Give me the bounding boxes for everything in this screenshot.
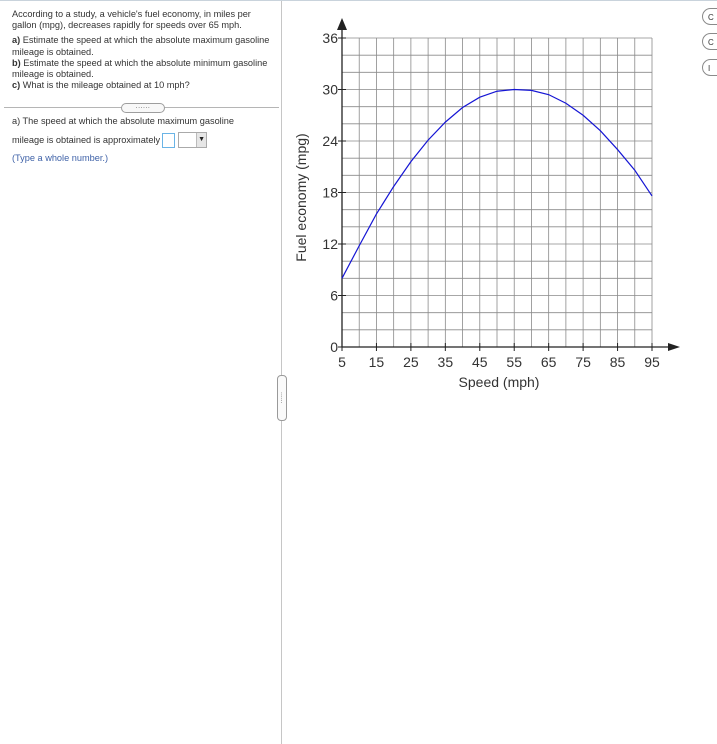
part-b-text: Estimate the speed at which the absolute minimum gasoline mileage is obtained. — [12, 57, 268, 80]
answer-prompt-line1: a) The speed at which the absolute maximum gasoline — [12, 116, 234, 126]
answer-section — [12, 116, 280, 164]
part-c-label: c) — [12, 80, 21, 91]
answer-hint: (Type a whole number.) — [12, 153, 109, 163]
y-tick-label: 36 — [322, 30, 338, 46]
x-tick-label: 15 — [368, 354, 385, 370]
question-part-c — [12, 80, 274, 91]
part-a-label: a) — [12, 35, 21, 46]
chart-axes — [337, 18, 680, 351]
pane-divider — [281, 1, 282, 744]
x-tick-label: 85 — [609, 354, 626, 370]
chart-grid — [342, 38, 652, 347]
x-tick-label: 95 — [644, 354, 660, 370]
part-a-text: Estimate the speed at which the absolute maximum gasoline mileage is obtained. — [12, 35, 270, 57]
x-tick-label: 55 — [506, 354, 523, 370]
expand-button[interactable]: ...... — [121, 103, 165, 113]
y-tick-label: 24 — [322, 133, 338, 149]
y-tick-label: 6 — [330, 287, 338, 304]
right-tool-icon-3[interactable]: I — [702, 59, 717, 76]
question-pane — [0, 0, 282, 744]
answer-prompt-line2: mileage is obtained is approximately — [12, 134, 161, 145]
fuel-economy-chart — [286, 10, 686, 395]
part-b-label: b) — [12, 57, 21, 68]
x-axis-arrow-icon — [668, 343, 680, 351]
dropdown-arrow-icon: ▼ — [196, 133, 206, 147]
y-tick-label: 18 — [322, 184, 338, 201]
y-axis-label: Fuel economy (mpg) — [293, 133, 309, 262]
part-c-text: What is the mileage obtained at 10 mph? — [22, 80, 190, 91]
x-tick-label: 45 — [471, 354, 488, 370]
x-axis-label: Speed (mph) — [458, 374, 540, 390]
chart-tick-labels — [322, 30, 660, 370]
x-tick-label: 5 — [338, 354, 346, 370]
answer-unit-dropdown[interactable] — [178, 132, 207, 148]
question-part-b — [12, 58, 274, 80]
pane-splitter-handle[interactable]: ...... — [277, 375, 287, 421]
question-text — [12, 9, 274, 91]
y-axis-arrow-icon — [337, 18, 347, 30]
y-tick-label: 12 — [322, 236, 338, 252]
question-part-a — [12, 35, 274, 57]
question-intro: According to a study, a vehicle's fuel economy, in miles per gallon (mpg), decreases rapidly for speeds over 65 mph. — [12, 9, 251, 31]
x-tick-label: 65 — [540, 354, 557, 370]
x-tick-label: 25 — [403, 354, 419, 370]
right-tool-icon-1[interactable]: C — [702, 8, 717, 25]
y-tick-label: 30 — [322, 81, 338, 98]
right-tool-icon-2[interactable]: C — [702, 33, 717, 50]
answer-input[interactable] — [162, 133, 175, 148]
y-tick-label: 0 — [330, 339, 338, 355]
answer-row — [12, 132, 280, 148]
x-tick-label: 35 — [437, 354, 454, 370]
x-tick-label: 75 — [575, 354, 591, 370]
